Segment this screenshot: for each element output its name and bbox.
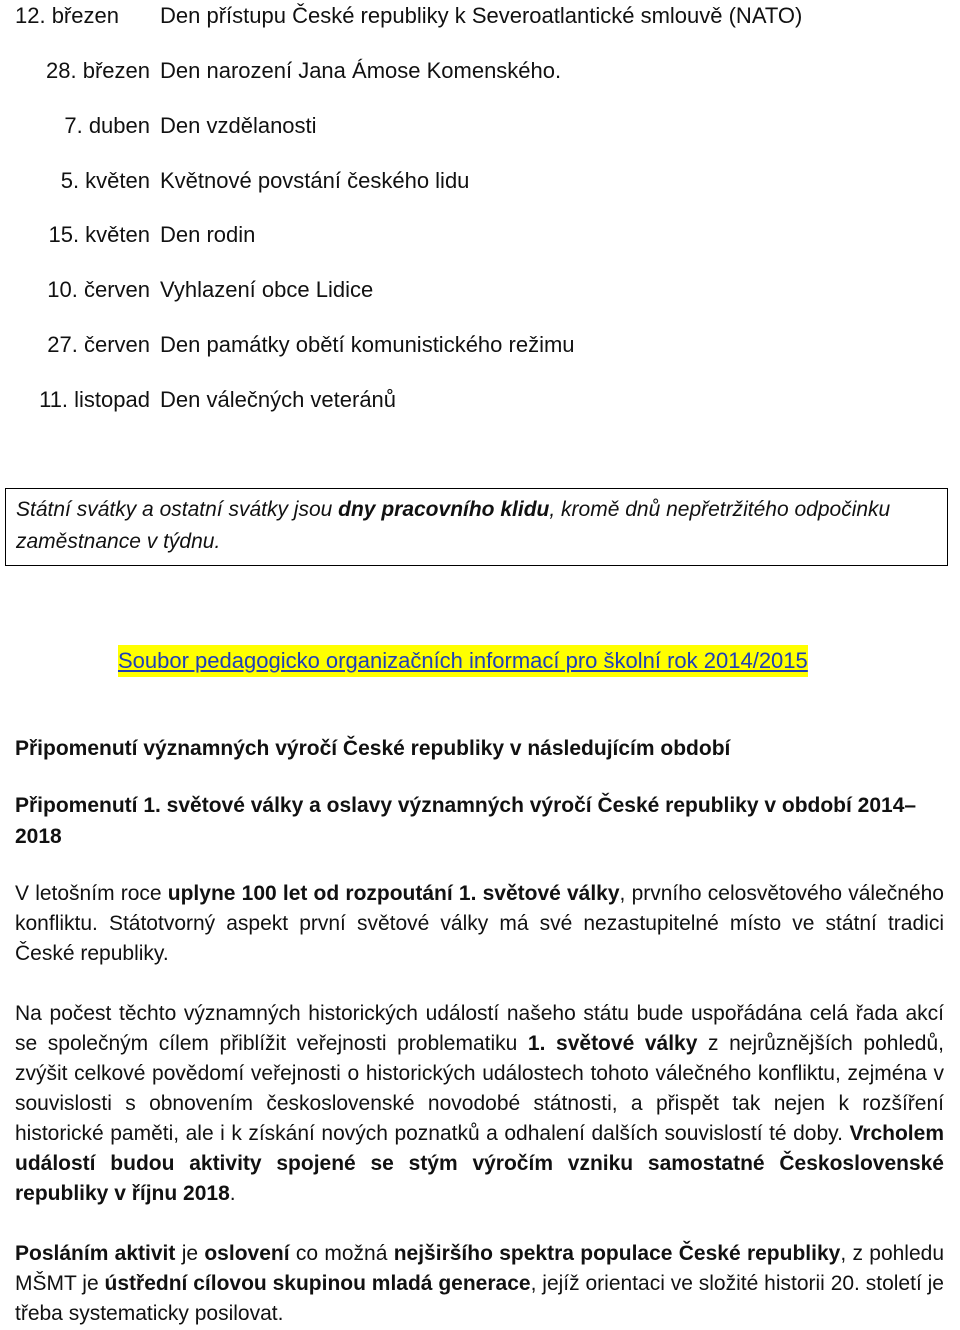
date-label: 27. červen (47, 332, 150, 357)
subheading-anniversaries: Připomenutí významných výročí České republiky v následujícím období (15, 737, 731, 760)
section-title: Soubor pedagogicko organizačních informací pro školní rok 2014/2015 (118, 645, 808, 677)
paragraph-bold-text: Posláním aktivit (15, 1242, 176, 1265)
event-name: Den válečných veteránů (160, 387, 397, 412)
event-name: Den rodin (160, 222, 256, 247)
paragraph-text: . (229, 1182, 236, 1205)
paragraph-text: , z pohledu MŠMT je (15, 1242, 945, 1295)
paragraph-text: je (175, 1242, 205, 1265)
paragraph-bold-text: 1. světové války (527, 1032, 698, 1055)
paragraph-text: V letošním roce (15, 882, 168, 905)
paragraph-text: co možná (289, 1242, 394, 1265)
notice-bold-text: dny pracovního klidu (338, 498, 550, 521)
subheading-ww1: Připomenutí 1. světové války a oslavy významných výročí České republiky v období 2014– 2018 (15, 794, 917, 848)
date-label: 10. červen (47, 277, 150, 302)
event-name: Den přístupu České republiky k Severoatlantické smlouvě (NATO) (160, 3, 803, 28)
date-label: 5. květen (60, 168, 150, 193)
holiday-notice-box (5, 488, 948, 566)
paragraph-events (15, 999, 944, 1209)
notice-text: , kromě dnů nepřetržitého odpočinku zaměstnance v týdnu. (16, 498, 891, 553)
paragraph-text: Na počest těchto významných historických událostí našeho státu bude uspořádána celá řada akcí se společným cílem přiblížit veřejnosti problematiku (15, 1002, 944, 1055)
event-name: Den vzdělanosti (160, 113, 317, 138)
notice-text: Státní svátky a ostatní svátky jsou (16, 498, 339, 521)
date-label: 7. duben (64, 113, 150, 138)
date-label: 28. březen (46, 58, 150, 83)
paragraph-text: , jejíž orientaci ve složité historii 20. století je třeba systematicky posilovat. (15, 1272, 944, 1325)
paragraph-text: z nejrůznějších pohledů, zvýšit celkové povědomí veřejnosti o historických událostech tohoto válečného konfliktu, zejména v souvislosti s obnovením československé novodobé státnosti, a přispět tak nejen k rozšíření historické paměti, ale i k získání nových poznatků a odhalení dalších souvislostí té doby. (15, 1032, 945, 1145)
date-label: 11. listopad (39, 387, 150, 412)
event-name: Vyhlazení obce Lidice (160, 277, 374, 302)
event-name: Den památky obětí komunistického režimu (160, 332, 575, 357)
paragraph-ww1-centenary (15, 879, 944, 969)
date-label: 12. březen (15, 3, 119, 28)
paragraph-bold-text: oslovení (204, 1242, 290, 1265)
paragraph-bold-text: ústřední cílovou skupinou mladá generace (104, 1272, 531, 1295)
event-name: Den narození Jana Ámose Komenského. (160, 58, 562, 83)
event-name: Květnové povstání českého lidu (160, 168, 470, 193)
paragraph-mission (15, 1239, 944, 1329)
paragraph-bold-text: uplyne 100 let od rozpoutání 1. světové války (167, 882, 620, 905)
paragraph-text: , prvního celosvětového válečného konfliktu. Státotvorný aspekt první světové války má své nezastupitelné místo ve státní tradici České republiky. (15, 882, 944, 965)
date-label: 15. květen (48, 222, 150, 247)
paragraph-bold-text: nejširšího spektra populace České republiky (393, 1242, 841, 1265)
paragraph-bold-text: Vrcholem událostí budou aktivity spojené se stým výročím vzniku samostatné Československé republiky v říjnu 2018 (15, 1122, 944, 1205)
